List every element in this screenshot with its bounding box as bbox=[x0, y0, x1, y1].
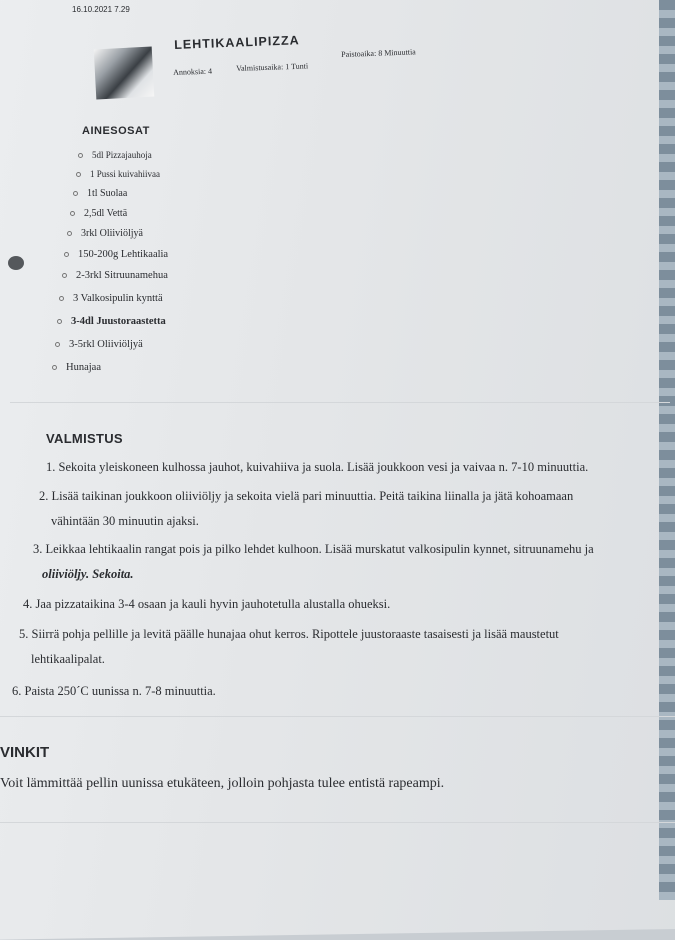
ingredient-item: 150-200g Lehtikaalia bbox=[64, 249, 168, 260]
instruction-step-continued: vähintään 30 minuutin ajaksi. bbox=[51, 514, 199, 528]
bullet-icon bbox=[52, 365, 57, 370]
bullet-icon bbox=[64, 252, 69, 257]
bullet-icon bbox=[70, 211, 75, 216]
bullet-icon bbox=[78, 153, 83, 158]
tips-heading: VINKIT bbox=[0, 744, 50, 761]
ingredient-item: 3-4dl Juustoraastetta bbox=[57, 316, 166, 327]
instruction-step: 4. Jaa pizzataikina 3-4 osaan ja kauli hyvin jauhotetulla alustalla ohueksi. bbox=[23, 597, 391, 611]
bullet-icon bbox=[55, 342, 60, 347]
bullet-icon bbox=[57, 319, 62, 324]
print-date: 16.10.2021 7.29 bbox=[72, 5, 130, 14]
instruction-step: 5. Siirrä pohja pellille ja levitä päälle hunajaa ohut kerros. Ripottele juustoraaste tasaisesti ja lisää maustetut bbox=[19, 627, 559, 641]
ingredient-item: 3-5rkl Oliiviöljyä bbox=[55, 339, 143, 350]
ingredient-item: 3rkl Oliiviöljyä bbox=[67, 228, 143, 239]
ingredient-item: 1 Pussi kuivahiivaa bbox=[76, 169, 160, 179]
bullet-icon bbox=[67, 231, 72, 236]
bake-time-text: Paistoaika: 8 Minuuttia bbox=[341, 47, 416, 59]
instruction-step-continued: lehtikaalipalat. bbox=[31, 652, 105, 666]
instruction-step: 3. Leikkaa lehtikaalin rangat pois ja pilko lehdet kulhoon. Lisää murskatut valkosipulin kynnet, sitruunamehu ja bbox=[33, 542, 594, 556]
tip-text: Voit lämmittää pellin uunissa etukäteen, jolloin pohjasta tulee entistä rapeampi. bbox=[0, 776, 445, 791]
servings-text: Annoksia: 4 bbox=[173, 66, 213, 77]
ingredient-item: 3 Valkosipulin kynttä bbox=[59, 293, 163, 304]
instruction-step: 2. Lisää taikinan joukkoon oliiviöljy ja sekoita vielä pari minuuttia. Peitä taikina liinalla ja jätä kohoamaan bbox=[39, 489, 574, 503]
recipe-title: LEHTIKAALIPIZZA bbox=[174, 33, 300, 52]
divider bbox=[10, 402, 670, 403]
ingredient-item: Hunajaa bbox=[52, 362, 101, 373]
ingredient-item: 2-3rkl Sitruunamehua bbox=[62, 270, 168, 281]
ingredient-item: 5dl Pizzajauhoja bbox=[78, 150, 152, 160]
instruction-step: 6. Paista 250´C uunissa n. 7-8 minuuttia. bbox=[12, 684, 216, 698]
bullet-icon bbox=[59, 296, 64, 301]
ingredients-heading: AINESOSAT bbox=[82, 125, 150, 137]
background-edge bbox=[659, 0, 675, 900]
bullet-icon bbox=[73, 191, 78, 196]
punch-hole bbox=[8, 256, 24, 270]
bullet-icon bbox=[62, 273, 67, 278]
divider bbox=[0, 822, 675, 823]
bullet-icon bbox=[76, 172, 81, 177]
ingredient-item: 1tl Suolaa bbox=[73, 188, 127, 199]
instruction-step: 1. Sekoita yleiskoneen kulhossa jauhot, kuivahiiva ja suola. Lisää joukkoon vesi ja vaivaa n. 7-10 minuuttia. bbox=[46, 460, 589, 474]
instruction-step-continued: oliiviöljy. Sekoita. bbox=[42, 567, 134, 581]
prep-time-text: Valmistusaika: 1 Tunti bbox=[236, 61, 309, 73]
recipe-thumbnail bbox=[94, 47, 155, 100]
divider bbox=[0, 716, 675, 717]
instructions-heading: VALMISTUS bbox=[46, 431, 123, 446]
ingredient-item: 2,5dl Vettä bbox=[70, 208, 127, 219]
